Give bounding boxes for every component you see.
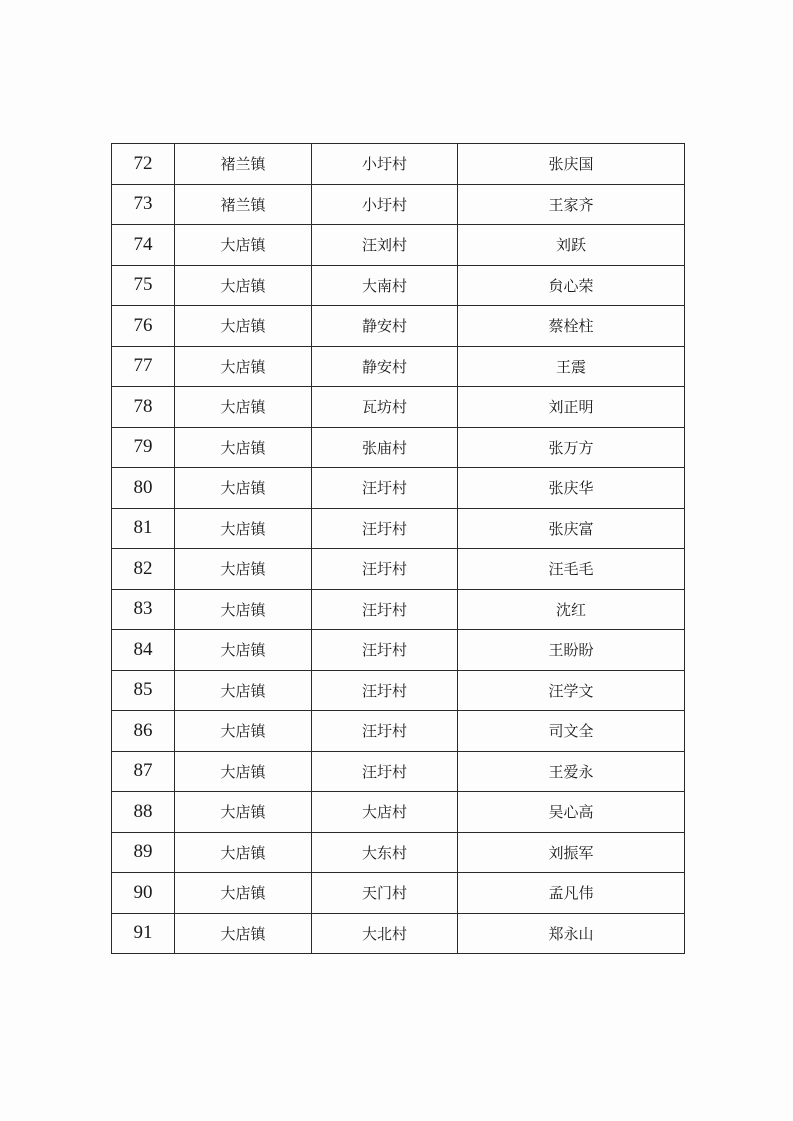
row-number-cell: 91 <box>112 913 175 954</box>
roster-table <box>111 143 685 954</box>
village-cell: 张庙村 <box>312 427 458 468</box>
row-number-cell: 77 <box>112 346 175 387</box>
name-cell: 张万方 <box>458 427 685 468</box>
row-number-cell: 79 <box>112 427 175 468</box>
table-row <box>112 184 685 225</box>
town-cell: 大店镇 <box>175 630 312 671</box>
table-row <box>112 711 685 752</box>
table-row <box>112 265 685 306</box>
town-cell: 褚兰镇 <box>175 184 312 225</box>
town-cell: 大店镇 <box>175 913 312 954</box>
town-cell: 大店镇 <box>175 468 312 509</box>
row-number-cell: 86 <box>112 711 175 752</box>
village-cell: 瓦坊村 <box>312 387 458 428</box>
name-cell: 张庆国 <box>458 144 685 185</box>
village-cell: 小圩村 <box>312 184 458 225</box>
town-cell: 大店镇 <box>175 792 312 833</box>
table-row <box>112 306 685 347</box>
name-cell: 蔡栓柱 <box>458 306 685 347</box>
table-row <box>112 387 685 428</box>
table-row <box>112 670 685 711</box>
row-number-cell: 80 <box>112 468 175 509</box>
table-row <box>112 751 685 792</box>
table-row <box>112 468 685 509</box>
name-cell: 刘振军 <box>458 832 685 873</box>
town-cell: 大店镇 <box>175 387 312 428</box>
name-cell: 司文全 <box>458 711 685 752</box>
table-row <box>112 346 685 387</box>
town-cell: 大店镇 <box>175 346 312 387</box>
village-cell: 汪圩村 <box>312 508 458 549</box>
table-row <box>112 832 685 873</box>
name-cell: 汪毛毛 <box>458 549 685 590</box>
name-cell: 王家齐 <box>458 184 685 225</box>
table-row <box>112 225 685 266</box>
village-cell: 天门村 <box>312 873 458 914</box>
row-number-cell: 72 <box>112 144 175 185</box>
row-number-cell: 83 <box>112 589 175 630</box>
village-cell: 汪圩村 <box>312 468 458 509</box>
town-cell: 大店镇 <box>175 508 312 549</box>
town-cell: 大店镇 <box>175 751 312 792</box>
table-row <box>112 913 685 954</box>
name-cell: 郑永山 <box>458 913 685 954</box>
row-number-cell: 75 <box>112 265 175 306</box>
name-cell: 吴心高 <box>458 792 685 833</box>
village-cell: 小圩村 <box>312 144 458 185</box>
row-number-cell: 76 <box>112 306 175 347</box>
name-cell: 刘正明 <box>458 387 685 428</box>
village-cell: 汪圩村 <box>312 670 458 711</box>
name-cell: 汪学文 <box>458 670 685 711</box>
town-cell: 大店镇 <box>175 711 312 752</box>
name-cell: 张庆富 <box>458 508 685 549</box>
village-cell: 大南村 <box>312 265 458 306</box>
row-number-cell: 84 <box>112 630 175 671</box>
town-cell: 大店镇 <box>175 265 312 306</box>
village-cell: 汪圩村 <box>312 549 458 590</box>
town-cell: 褚兰镇 <box>175 144 312 185</box>
name-cell: 孟凡伟 <box>458 873 685 914</box>
name-cell: 贠心荣 <box>458 265 685 306</box>
row-number-cell: 87 <box>112 751 175 792</box>
row-number-cell: 89 <box>112 832 175 873</box>
row-number-cell: 74 <box>112 225 175 266</box>
row-number-cell: 90 <box>112 873 175 914</box>
village-cell: 静安村 <box>312 346 458 387</box>
village-cell: 汪圩村 <box>312 630 458 671</box>
town-cell: 大店镇 <box>175 873 312 914</box>
town-cell: 大店镇 <box>175 427 312 468</box>
village-cell: 静安村 <box>312 306 458 347</box>
table-row <box>112 508 685 549</box>
row-number-cell: 78 <box>112 387 175 428</box>
name-cell: 王爱永 <box>458 751 685 792</box>
town-cell: 大店镇 <box>175 225 312 266</box>
town-cell: 大店镇 <box>175 549 312 590</box>
village-cell: 汪圩村 <box>312 751 458 792</box>
town-cell: 大店镇 <box>175 306 312 347</box>
town-cell: 大店镇 <box>175 832 312 873</box>
roster-table-body <box>112 144 685 954</box>
row-number-cell: 82 <box>112 549 175 590</box>
table-row <box>112 427 685 468</box>
name-cell: 王盼盼 <box>458 630 685 671</box>
table-row <box>112 630 685 671</box>
row-number-cell: 85 <box>112 670 175 711</box>
row-number-cell: 81 <box>112 508 175 549</box>
row-number-cell: 73 <box>112 184 175 225</box>
row-number-cell: 88 <box>112 792 175 833</box>
village-cell: 大东村 <box>312 832 458 873</box>
name-cell: 刘跃 <box>458 225 685 266</box>
village-cell: 汪刘村 <box>312 225 458 266</box>
village-cell: 大店村 <box>312 792 458 833</box>
table-row <box>112 589 685 630</box>
table-row <box>112 873 685 914</box>
table-row <box>112 144 685 185</box>
town-cell: 大店镇 <box>175 589 312 630</box>
village-cell: 汪圩村 <box>312 711 458 752</box>
name-cell: 张庆华 <box>458 468 685 509</box>
village-cell: 汪圩村 <box>312 589 458 630</box>
town-cell: 大店镇 <box>175 670 312 711</box>
name-cell: 王震 <box>458 346 685 387</box>
village-cell: 大北村 <box>312 913 458 954</box>
table-row <box>112 792 685 833</box>
name-cell: 沈红 <box>458 589 685 630</box>
table-row <box>112 549 685 590</box>
